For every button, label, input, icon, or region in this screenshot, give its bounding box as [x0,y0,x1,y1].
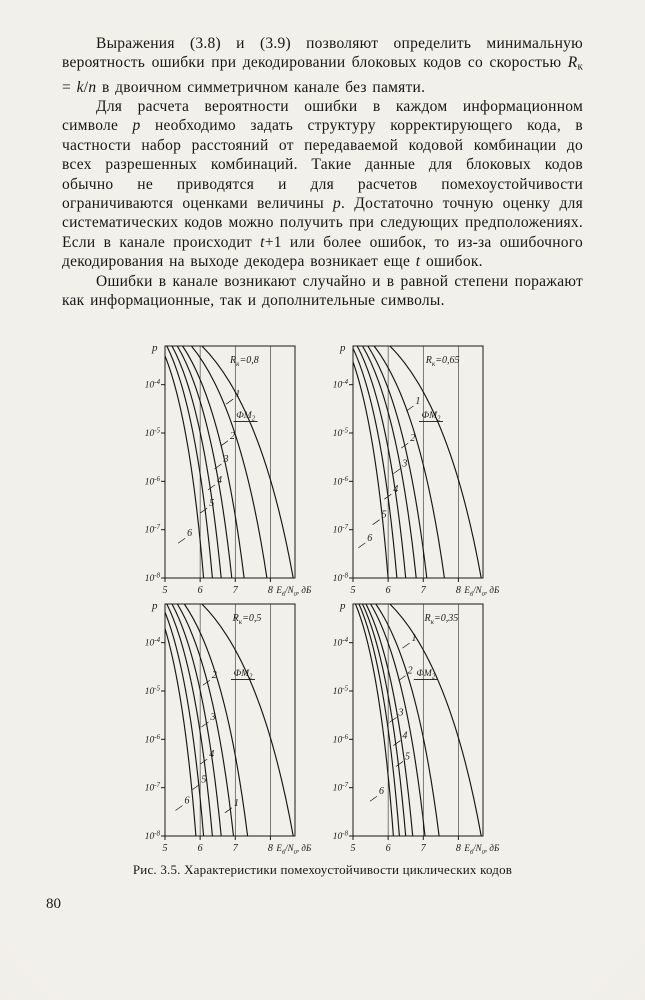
x-axis-label: $E_б/N_0$, дБ [275,843,311,854]
curve-4 [362,604,405,836]
y-tick-label: $10^{-5}$ [332,427,348,439]
curve-label-4: 4 [216,474,222,486]
curve-label-1: 1 [411,633,416,645]
curve-label-4: 4 [208,749,214,761]
y-tick-label: $10^{-7}$ [332,524,348,536]
y-tick-label: $10^{-8}$ [332,830,348,842]
panel-title: $R_к=0,8$ [229,355,259,368]
curve-2 [367,346,426,578]
label-leader [200,508,207,513]
paragraph-3 [62,272,583,311]
curve-label-5: 5 [404,751,410,763]
text-segment: . Достаточно точную оценку для систематических кодов можно получить при следующих предположениях. Если в канале происходит [62,194,583,251]
curve-label-fm2: $ФМ_2$ [233,668,252,681]
figure-caption: Рис. 3.5. Характеристики помехоустойчивости циклических кодов [132,862,513,877]
curve-label-3: 3 [223,454,228,465]
curve-label-fm2: $ФМ_2$ [235,410,255,423]
curve-label-6: 6 [184,795,189,807]
y-tick-label: $10^{-6}$ [144,733,160,746]
curve-label-6: 6 [186,528,192,540]
curve-6 [156,604,196,836]
curve-ФМ2 [201,346,292,578]
text-segment: ошибок. [420,253,483,271]
x-tick-label: 6 [385,843,391,854]
x-tick-label: 8 [267,843,273,854]
paragraph-1 [62,34,583,97]
curve-label-5: 5 [381,509,387,521]
y-tick-label: $10^{-4}$ [332,379,348,391]
y-tick-label: $10^{-8}$ [144,572,160,584]
label-leader [192,785,199,790]
curve-label-1: 1 [234,389,240,401]
text-segment: t [415,253,421,271]
y-tick-label: $10^{-8}$ [332,572,348,584]
page-number: 80 [46,896,61,912]
panel-title: $R_к=0,5$ [232,613,261,626]
curve-label-1: 1 [233,797,239,809]
label-leader [398,676,405,681]
x-tick-label: 8 [455,585,461,596]
text-segment: к [577,61,583,74]
x-tick-label: 7 [420,585,426,596]
plot-frame [165,346,295,578]
curves [156,604,293,836]
y-axis-label: p [151,600,157,612]
curve-6 [355,604,393,836]
y-tick-label: $10^{-5}$ [144,685,160,697]
x-tick-label: 8 [455,843,461,854]
curve-6 [160,346,203,578]
curve-label-3: 3 [401,458,407,470]
curve-label-5: 5 [200,774,206,786]
curve-label-fm2: $ФМ_2$ [415,668,435,681]
y-tick-label: $10^{-5}$ [144,427,160,439]
chart-panel-2 [325,338,509,596]
label-leader [393,469,400,474]
chart-panel-4 [325,596,509,854]
chart-panel-1 [137,338,321,596]
curve-label-6: 6 [378,786,384,798]
x-tick-label: 5 [350,843,355,854]
y-axis-label: p [339,342,345,354]
label-leader [175,806,182,811]
curve-label-2: 2 [407,665,413,677]
y-tick-label: $10^{-4}$ [144,637,160,649]
text-segment: p [333,194,342,212]
x-tick-label: 6 [385,585,391,596]
x-tick-label: 5 [350,585,355,596]
y-axis-label: p [151,342,157,354]
label-leader [208,485,215,490]
chart-panel-3 [137,596,321,854]
text-segment: p [132,117,141,135]
label-leader [396,761,403,766]
curve-label-3: 3 [398,707,403,719]
y-tick-label: $10^{-6}$ [144,475,160,488]
text-segment: = [62,78,77,96]
curve-label-4: 4 [392,484,398,496]
plot-frame [353,346,483,578]
x-tick-label: 5 [162,843,167,854]
panel-title: $R_к=0,35$ [424,613,458,626]
curve-label-3: 3 [210,712,215,723]
curve-label-5: 5 [208,498,214,510]
y-tick-label: $10^{-4}$ [144,379,160,391]
x-tick-label: 7 [232,585,238,596]
text-segment: Для расчета вероятности ошибки в каждом информационном символе [62,97,583,135]
label-leader [202,680,209,685]
curve-3 [366,604,413,836]
text-segment: в двоичном симметричном канале без памяти. [96,78,426,96]
curve-label-fm2: $ФМ_2$ [421,410,440,423]
x-tick-label: 6 [197,843,203,854]
x-tick-label: 6 [197,585,203,596]
text-segment: необходимо задать структуру корректирующего кода, в частности набор расстояний от передаваемой кодовой комбинации до всех разрешенных комбинаций. Такие данные для блоковых кодов обычно не приводятся и для расчетов помехоустойчивости ограничиваются оценками величины [62,117,584,212]
y-tick-label: $10^{-8}$ [144,830,160,842]
text-segment: k [76,78,84,96]
text-segment: R [567,54,578,72]
label-leader [406,406,413,411]
y-tick-label: $10^{-4}$ [332,637,348,649]
label-leader [372,520,379,525]
body-text [62,34,583,310]
x-tick-label: 5 [162,585,167,596]
label-leader [221,441,228,446]
paragraph-2 [62,97,583,272]
text-segment: / [83,78,89,96]
curve-label-4: 4 [401,730,407,742]
y-tick-label: $10^{-7}$ [144,782,160,794]
figure-3-5 [0,338,645,878]
label-leader [370,796,377,801]
y-tick-label: $10^{-6}$ [332,733,348,746]
x-axis-label: $E_б/N_0$, дБ [463,843,499,854]
text-segment: Ошибки в канале возникают случайно и в равной степени поражают как информационные, так и дополнительные символы. [62,272,583,309]
text-segment: Выражения (3.8) и (3.9) позволяют определить минимальную вероятность ошибки при декодировании блоковых кодов со скоростью [62,35,583,72]
y-tick-label: $10^{-7}$ [332,782,348,794]
curve-label-6: 6 [366,532,372,544]
y-tick-label: $10^{-6}$ [332,475,348,488]
label-leader [358,543,365,548]
text-segment: n [88,78,97,96]
x-axis-label: $E_б/N_0$, дБ [275,585,311,596]
curve-1 [375,604,438,836]
y-tick-label: $10^{-5}$ [332,685,348,697]
label-leader [226,399,233,404]
text-segment: t [260,233,265,251]
curve-label-1: 1 [414,396,420,407]
x-tick-label: 7 [420,843,426,854]
curve-label-2: 2 [409,433,415,445]
curve-label-2: 2 [211,670,217,682]
y-axis-label: p [339,600,345,612]
curves [355,604,481,836]
curve-label-2: 2 [229,430,235,442]
x-axis-label: $E_б/N_0$, дБ [463,585,499,596]
chart-grid [0,338,645,854]
plot-frame [353,604,483,836]
curve-ФМ2 [389,604,480,836]
y-tick-label: $10^{-7}$ [144,524,160,536]
x-tick-label: 7 [232,843,238,854]
x-tick-label: 8 [267,585,273,596]
label-leader [402,643,409,648]
label-leader [393,741,400,746]
text-segment: +1 или более ошибок, то из-за ошибочного декодирования на выходе декодера возникает еще [62,233,583,271]
panel-title: $R_к=0,65$ [425,355,460,368]
label-leader [178,538,185,543]
